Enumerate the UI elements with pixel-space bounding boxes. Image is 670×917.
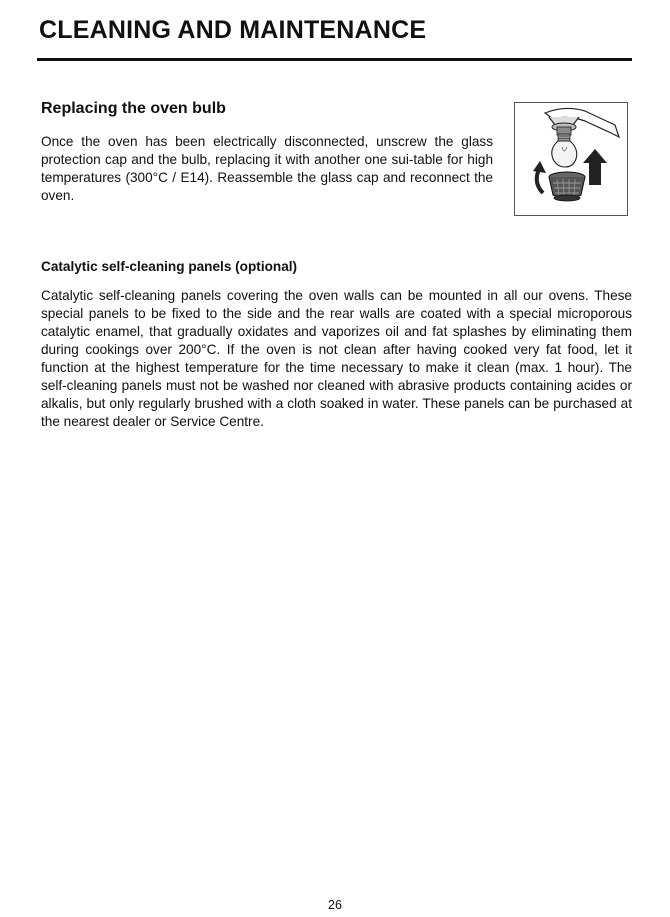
bulb-section-body: Once the oven has been electrically disconnected, unscrew the glass protection cap and the bulb, replacing it with another one sui-table for high temperatures (300°C / E14). Reassemble the glass cap and reconnect the oven.	[41, 134, 493, 203]
bulb-figure	[514, 102, 628, 216]
oven-bulb-illustration-icon	[515, 103, 627, 215]
page-number: 26	[328, 898, 342, 912]
bulb-section-heading: Replacing the oven bulb	[41, 100, 226, 117]
catalytic-section-body: Catalytic self-cleaning panels covering the oven walls can be mounted in all our ovens. These special panels to be fixed to the side and the rear walls are coated with a special microporous catalytic enamel, that gradually oxidates and vaporizes oil and fat splashes by eliminating them during cookings over 200°C. If the oven is not clean after having cooked very fat food, let it function at the highest temperature for the time necessary to make it clean (max. 1 hour). The self-cleaning panels must not be washed nor cleaned with abrasive products containing acides or alkalis, but only regularly brushed with a cloth soaked in water. These panels can be purchased at the nearest dealer or Service Centre.	[41, 288, 632, 429]
page-title: CLEANING AND MAINTENANCE	[39, 16, 427, 44]
catalytic-section-heading: Catalytic self-cleaning panels (optional)	[41, 259, 298, 274]
title-divider	[37, 58, 632, 61]
